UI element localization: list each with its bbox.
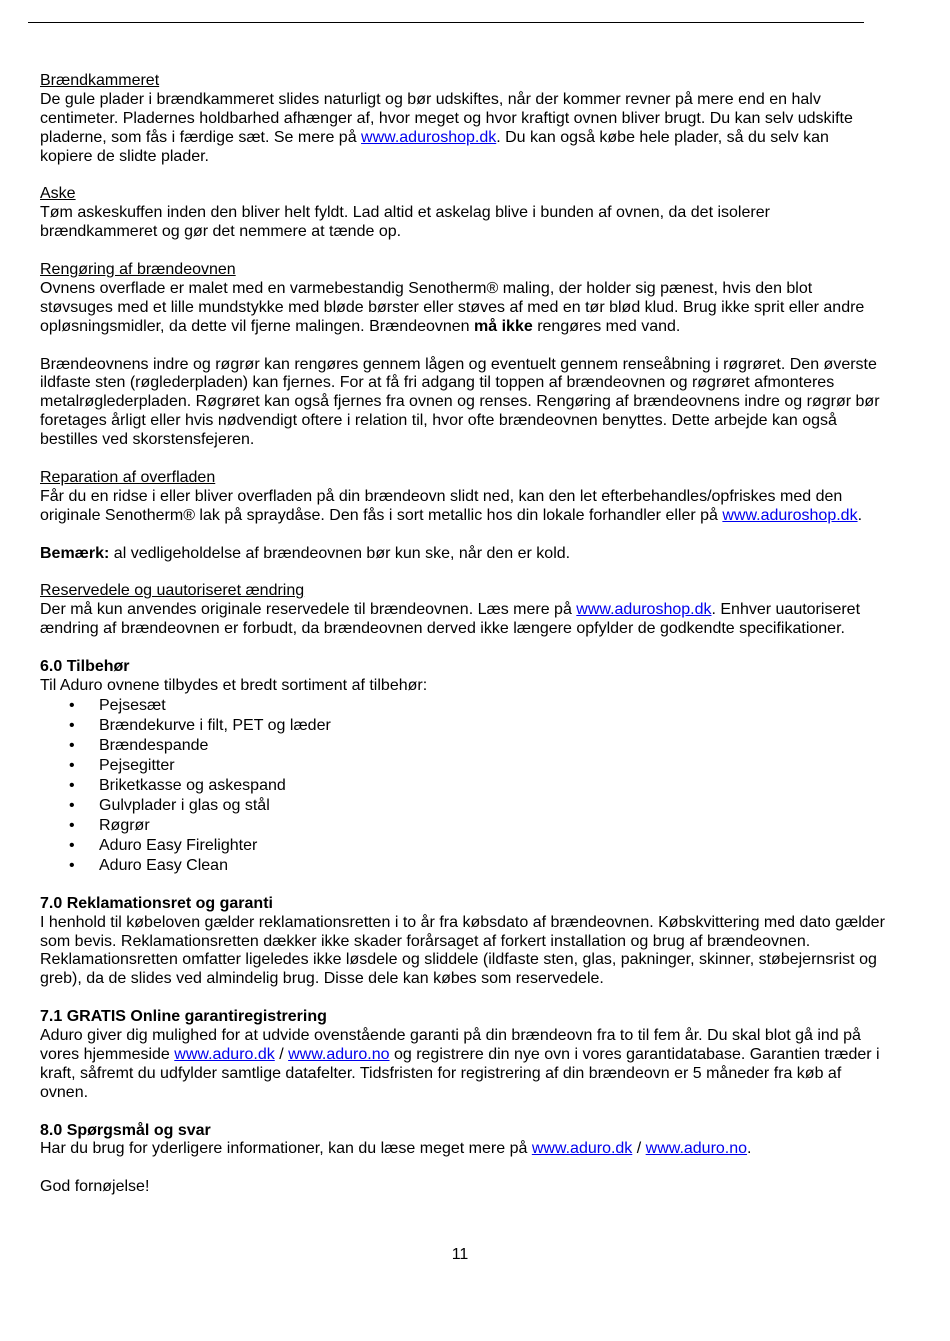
list-item: • Pejsegitter [40, 756, 885, 776]
heading-braendkammeret: Brændkammeret [40, 72, 160, 89]
list-item: • Aduro Easy Clean [40, 856, 885, 876]
heading-faq: 8.0 Spørgsmål og svar [40, 1121, 211, 1139]
page-number: 11 [451, 1246, 469, 1263]
section-indre [40, 356, 885, 451]
paragraph-bemaerk [40, 545, 885, 564]
paragraph-rengoring [40, 280, 885, 337]
list-item: • Briketkasse og askespand [40, 776, 885, 796]
section-reklamation [40, 895, 885, 990]
heading-reparation: Reparation af overfladen [40, 468, 216, 486]
text-span: al vedligeholdelse af brændeovnen bør kun ske, når den er kold. [109, 544, 571, 562]
text-span: og registrere din nye ovn i vores garantidatabase. Garantien træder i kraft, såfremt du udfylder samtlige datafelter. Tidsfristen for registrering af din brændeovn er 5 måneder fra køb af ovnen. [40, 1045, 880, 1101]
separator: / [274, 1045, 289, 1063]
heading-aske: Aske [40, 185, 76, 203]
aduroshop-link[interactable]: www.aduroshop.dk [722, 506, 858, 524]
aduro-no-link[interactable]: www.aduro.no [645, 1140, 748, 1158]
paragraph-faq [40, 1140, 885, 1159]
aduro-dk-link[interactable]: www.aduro.dk [531, 1140, 633, 1158]
list-item: • Brændespande [40, 736, 885, 756]
text-span: . [747, 1140, 752, 1158]
paragraph-reparation [40, 488, 885, 526]
bold-text: må ikke [474, 317, 533, 335]
paragraph-aske: Tøm askeskuffen inden den bliver helt fyldt. Lad altid et askelag blive i bunden af ovnen, da det isolerer brændkammeret og gør det nemmere at tænde op. [40, 204, 770, 241]
bemaerk-label: Bemærk: [40, 544, 110, 562]
aduro-no-link[interactable]: www.aduro.no [288, 1045, 390, 1063]
text-span: Har du brug for yderligere informationer, kan du læse meget mere på [40, 1140, 532, 1158]
list-item: • Gulvplader i glas og stål [40, 796, 885, 816]
text-span: Ovnens overflade er malet med en varmebestandig Senotherm® maling, der holder sig pænest, hvis den blot støvsuges med et lille mundstykke med bløde børster eller støves af med en tør blød klud. Brug ikke sprit eller andre opløsningsmidler, da dette vil fjerne malingen. Brændeovnen [40, 279, 865, 335]
closing-line: God fornøjelse! [40, 1178, 150, 1196]
section-reparation [40, 469, 885, 526]
heading-garanti: 7.1 GRATIS Online garantiregistrering [40, 1008, 327, 1026]
paragraph-reservedele [40, 601, 885, 639]
section-braendkammeret [40, 72, 885, 167]
aduro-dk-link[interactable]: www.aduro.dk [174, 1045, 275, 1063]
paragraph-reklamation: I henhold til købeloven gælder reklamationsretten i to år fra købsdato af brændeovnen. Købskvittering med dato gælder som bevis. Reklamationsretten dækker ikke skader forårsaget af forkert installation og brug af brændeovnen. Reklamationsretten omfatter ligeledes ikke løsdele og sliddele (ildfaste sten, glas, pakninger, skinner, støbejernsrist og greb), da de slides ved almindelig brug. Disse dele kan købes som reservedele. [40, 913, 885, 988]
paragraph-braendkammeret [40, 91, 885, 167]
heading-reservedele: Reservedele og uautoriseret ændring [40, 582, 305, 600]
separator: / [632, 1140, 646, 1158]
heading-rengoring: Rengøring af brændeovnen [40, 261, 236, 279]
list-item: • Brændekurve i filt, PET og læder [40, 716, 885, 736]
text-span: Får du en ridse i eller bliver overfladen på din brændeovn slidt ned, kan den let efterbehandles/opfriskes med den originale Senotherm® lak på spraydåse. Den fås i sort metallic hos din lokale forhandler eller på [40, 487, 843, 524]
section-faq [40, 1122, 885, 1160]
paragraph-indre: Brændeovnens indre og røgrør kan rengøres gennem lågen og eventuelt gennem renseåbning i røgrøret. Den øverste ildfaste sten (røglederpladen) kan fjernes. For at få fri adgang til toppen af brændeovnen og røgrøret afmonteres metalrøglederpladen. Røgrøret kan også fjernes fra ovnen og renses. Rengøring af brændeovnens indre og røgrør bør foretages årligt eller hvis nødvendigt oftere i relation til, hvor ofte brændeovnen benyttes. Dette arbejde kan også bestilles ved skorstensfejeren. [40, 355, 880, 449]
aduroshop-link[interactable]: www.aduroshop.dk [361, 128, 497, 146]
text-span: . Enhver uautoriseret ændring af brændeovnen er forbudt, da brændeovnen derved ikke længere opfylder de godkendte specifikationer. [40, 601, 861, 638]
list-item: • Røgrør [40, 816, 885, 836]
paragraph-garanti [40, 1027, 885, 1103]
list-item: • Pejsesæt [40, 696, 885, 716]
text-span: Aduro giver dig mulighed for at udvide ovenstående garanti på din brændeovn fra to til fem år. Du skal blot gå ind på vores hjemmeside [40, 1027, 861, 1063]
heading-tilbehor: 6.0 Tilbehør [40, 657, 130, 675]
text-span: Der må kun anvendes originale reservedele til brændeovnen. Læs mere på [40, 601, 577, 619]
section-reservedele [40, 582, 885, 639]
list-item: • Aduro Easy Firelighter [40, 836, 885, 856]
accessories-list [40, 696, 885, 876]
section-tilbehor [40, 658, 885, 876]
aduroshop-link[interactable]: www.aduroshop.dk [576, 601, 712, 619]
header-rule [28, 22, 864, 23]
section-rengoring [40, 261, 885, 337]
heading-reklamation: 7.0 Reklamationsret og garanti [40, 894, 273, 912]
text-span: rengøres med vand. [532, 317, 681, 335]
paragraph-tilbehor-intro: Til Aduro ovnene tilbydes et bredt sortiment af tilbehør: [40, 676, 428, 694]
section-bemaerk [40, 545, 885, 564]
text-span: . [857, 506, 863, 524]
section-garanti [40, 1008, 885, 1103]
section-aske [40, 185, 885, 242]
text-span: De gule plader i brændkammeret slides naturligt og bør udskiftes, når der kommer revner på mere end en halv centimeter. Pladernes holdbarhed afhænger af, hvor meget og hvor kraftigt ovnen bliver brugt. Du kan selv udskifte pladerne, som fås i færdige sæt. Se mere på [40, 90, 853, 146]
document-body [40, 72, 885, 1197]
text-span: . Du kan også købe hele plader, så du selv kan kopiere de slidte plader. [40, 128, 829, 165]
